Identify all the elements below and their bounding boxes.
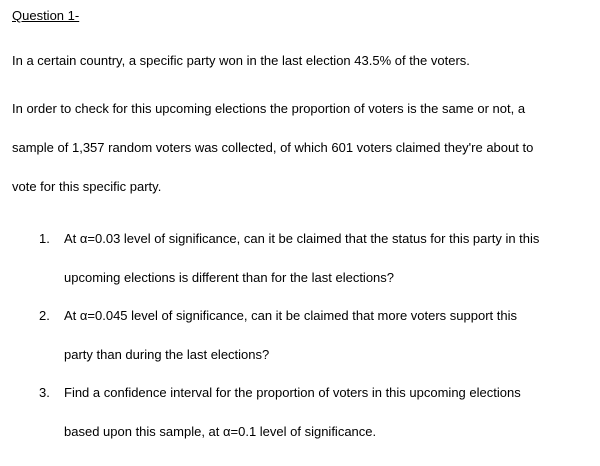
item-3-line-1: Find a confidence interval for the proportion of voters in this upcoming elections (64, 385, 521, 400)
context-line-1: In order to check for this upcoming elections the proportion of voters is the same or not, a (12, 101, 526, 116)
intro-paragraph: In a certain country, a specific party won in the last election 43.5% of the voters. (12, 53, 470, 68)
item-1-line-2: upcoming elections is different than for the last elections? (64, 270, 395, 285)
item-2-line-2: party than during the last elections? (64, 347, 270, 362)
context-line-3: vote for this specific party. (12, 179, 162, 194)
item-3-number: 3. (39, 385, 50, 400)
item-2-line-1: At α=0.045 level of significance, can it be claimed that more voters support this (64, 308, 518, 323)
context-line-2: sample of 1,357 random voters was collected, of which 601 voters claimed they're about to (12, 140, 534, 155)
question-heading: Question 1- (12, 8, 80, 23)
item-3-line-2: based upon this sample, at α=0.1 level of significance. (64, 424, 377, 439)
item-1-line-1: At α=0.03 level of significance, can it be claimed that the status for this party in this (64, 231, 540, 246)
item-2-number: 2. (39, 308, 50, 323)
item-1-number: 1. (39, 231, 50, 246)
